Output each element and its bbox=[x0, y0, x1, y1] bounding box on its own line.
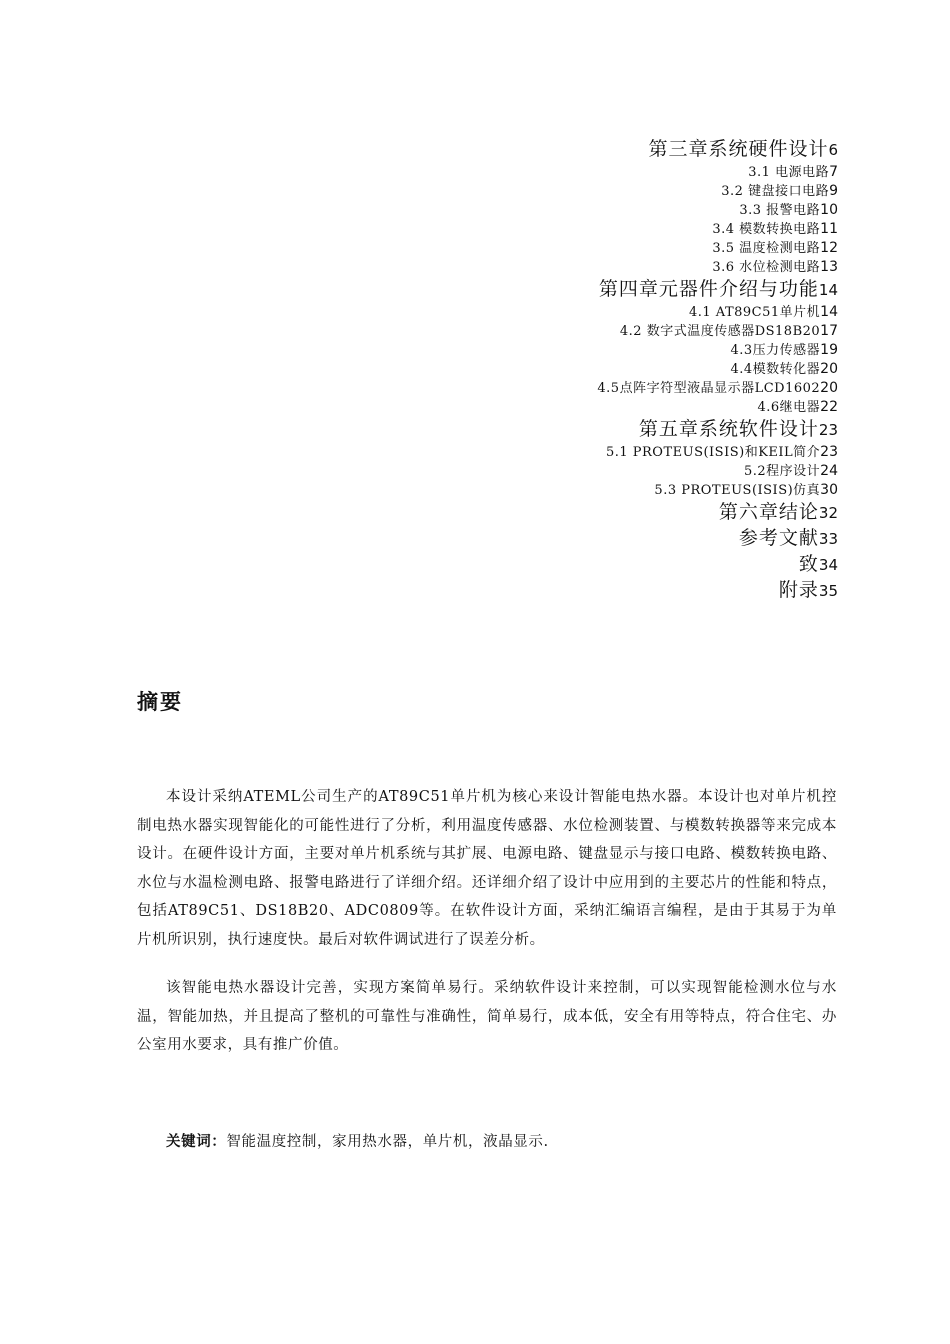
toc-entry[interactable] bbox=[278, 552, 838, 578]
toc-entry[interactable] bbox=[278, 239, 838, 258]
toc-entry[interactable] bbox=[278, 443, 838, 462]
toc-entry-title: 3.4 模数转换电路 bbox=[712, 222, 821, 237]
toc-entry-title: 5.3 PROTEUS(ISIS)仿真 bbox=[654, 483, 821, 498]
toc-entry-page: 22 bbox=[820, 399, 838, 415]
toc-entry-page: 17 bbox=[820, 323, 838, 339]
toc-entry-title: 参考文献 bbox=[738, 527, 819, 549]
toc-entry-title: 4.2 数字式温度传感器DS18B20 bbox=[619, 324, 821, 339]
toc-entry-page: 6 bbox=[828, 141, 838, 159]
toc-entry[interactable] bbox=[278, 500, 838, 526]
toc-entry-title: 4.3压力传感器 bbox=[730, 343, 821, 358]
toc-entry-page: 14 bbox=[820, 304, 838, 320]
toc-entry-title: 5.2程序设计 bbox=[743, 464, 821, 479]
toc-entry-page: 34 bbox=[818, 556, 838, 574]
toc-entry[interactable] bbox=[278, 462, 838, 481]
abstract-paragraph: 该智能电热水器设计完善，实现方案简单易行。采纳软件设计来控制，可以实现智能检测水位与水温，智能加热，并且提高了整机的可靠性与准确性，简单易行，成本低，安全有用等特点，符合住宅、办公室用水要求，具有推广价值。 bbox=[137, 980, 837, 1053]
toc-entry-page: 19 bbox=[820, 342, 838, 358]
toc-entry-page: 35 bbox=[818, 582, 838, 600]
toc-entry-title: 4.6继电器 bbox=[757, 400, 821, 415]
toc-entry-page: 10 bbox=[820, 202, 838, 218]
toc-entry[interactable] bbox=[278, 303, 838, 322]
toc-entry[interactable] bbox=[278, 398, 838, 417]
toc-entry[interactable] bbox=[278, 360, 838, 379]
table-of-contents bbox=[278, 137, 838, 604]
toc-entry-title: 4.4模数转化器 bbox=[730, 362, 821, 377]
toc-entry[interactable] bbox=[278, 277, 838, 303]
toc-entry[interactable] bbox=[278, 526, 838, 552]
toc-entry[interactable] bbox=[278, 137, 838, 163]
toc-entry-page: 14 bbox=[818, 281, 838, 299]
toc-entry-page: 11 bbox=[820, 221, 838, 237]
toc-entry-page: 23 bbox=[820, 444, 838, 460]
toc-entry-page: 20 bbox=[820, 380, 838, 396]
toc-entry-title: 第六章结论 bbox=[718, 501, 819, 523]
toc-entry-page: 30 bbox=[820, 482, 838, 498]
toc-entry-page: 7 bbox=[829, 164, 838, 180]
toc-entry[interactable] bbox=[278, 322, 838, 341]
toc-entry-page: 33 bbox=[818, 530, 838, 548]
toc-entry[interactable] bbox=[278, 201, 838, 220]
toc-entry-title: 3.6 水位检测电路 bbox=[712, 260, 821, 275]
toc-entry-title: 第五章系统软件设计 bbox=[638, 418, 819, 440]
toc-entry[interactable] bbox=[278, 258, 838, 277]
toc-entry-title: 3.5 温度检测电路 bbox=[712, 241, 821, 256]
toc-entry-title: 3.3 报警电路 bbox=[739, 203, 821, 218]
abstract-heading: 摘要 bbox=[137, 690, 183, 714]
keywords-text: 智能温度控制，家用热水器，单片机，液晶显示. bbox=[226, 1134, 549, 1150]
keywords-label: 关键词： bbox=[166, 1134, 227, 1150]
abstract-body bbox=[137, 783, 837, 1080]
abstract-paragraph: 本设计采纳ATEML公司生产的AT89C51单片机为核心来设计智能电热水器。本设计也对单片机控制电热水器实现智能化的可能性进行了分析，利用温度传感器、水位检测装置、与模数转换器等来完成本设计。在硬件设计方面，主要对单片机系统与其扩展、电源电路、键盘显示与接口电路、模数转换电路、水位与水温检测电路、报警电路进行了详细介绍。还详细介绍了设计中应用到的主要芯片的性能和特点，包括AT89C51、DS18B20、ADC0809等。在软件设计方面，采纳汇编语言编程，是由于其易于为单片机所识别，执行速度快。最后对软件调试进行了误差分析。 bbox=[137, 789, 837, 948]
toc-entry[interactable] bbox=[278, 481, 838, 500]
toc-entry[interactable] bbox=[278, 379, 838, 398]
toc-entry-title: 5.1 PROTEUS(ISIS)和KEIL简介 bbox=[605, 445, 821, 460]
toc-entry-title: 3.1 电源电路 bbox=[748, 165, 830, 180]
toc-entry-page: 12 bbox=[820, 240, 838, 256]
toc-entry-title: 第四章元器件介绍与功能 bbox=[598, 278, 819, 300]
toc-entry-title: 致 bbox=[798, 553, 819, 575]
toc-entry-title: 第三章系统硬件设计 bbox=[648, 138, 829, 160]
toc-entry-page: 9 bbox=[829, 183, 838, 199]
toc-entry-title: 3.2 键盘接口电路 bbox=[721, 184, 830, 199]
toc-entry[interactable] bbox=[278, 163, 838, 182]
keywords-line bbox=[137, 1128, 837, 1156]
toc-entry-page: 32 bbox=[818, 504, 838, 522]
toc-entry-title: 4.5点阵字符型液晶显示器LCD1602 bbox=[597, 381, 821, 396]
toc-entry-title: 4.1 AT89C51单片机 bbox=[688, 305, 821, 320]
toc-entry-page: 24 bbox=[820, 463, 838, 479]
toc-entry[interactable] bbox=[278, 578, 838, 604]
toc-entry[interactable] bbox=[278, 341, 838, 360]
toc-entry[interactable] bbox=[278, 417, 838, 443]
toc-entry-page: 23 bbox=[818, 421, 838, 439]
toc-entry[interactable] bbox=[278, 182, 838, 201]
toc-entry-title: 附录 bbox=[778, 579, 819, 601]
toc-entry[interactable] bbox=[278, 220, 838, 239]
toc-entry-page: 13 bbox=[820, 259, 838, 275]
toc-entry-page: 20 bbox=[820, 361, 838, 377]
